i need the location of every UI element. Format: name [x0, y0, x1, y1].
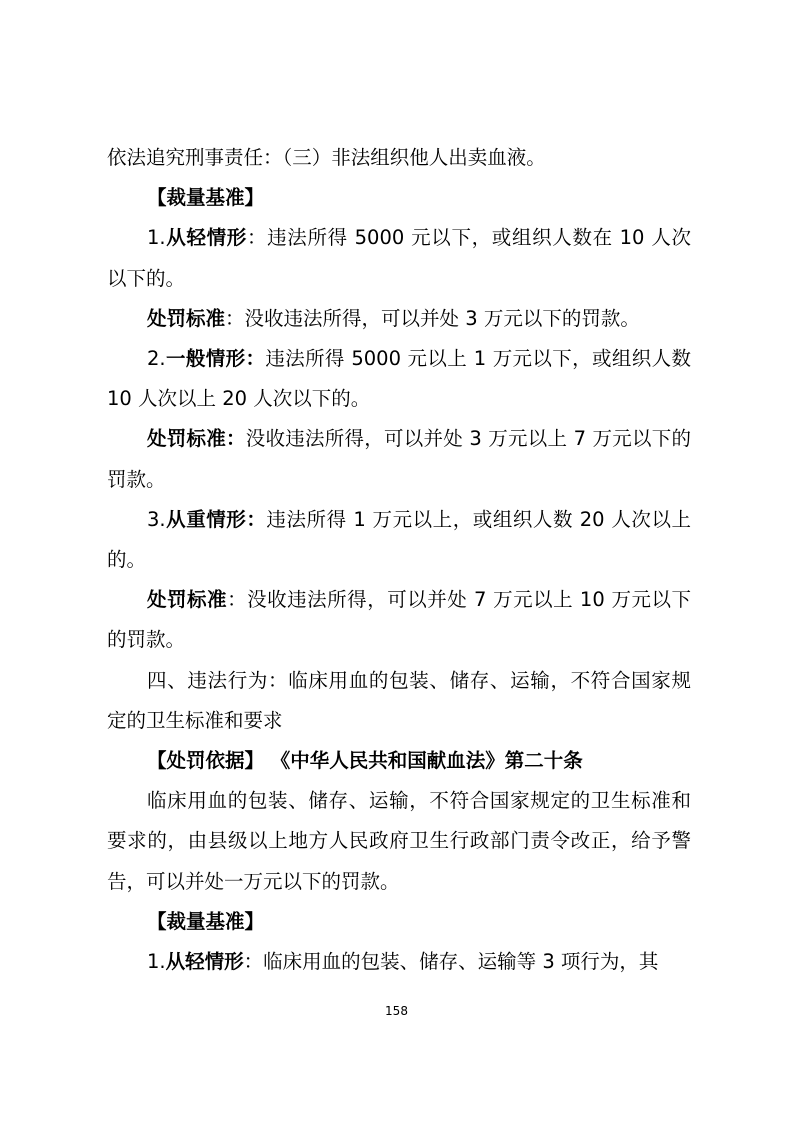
page-number: 158	[385, 1004, 408, 1018]
item-number: 1.	[147, 226, 166, 250]
item-text: ：违法所得 5000 元以下，或组织人数在 10 人次以下的。	[107, 226, 691, 290]
heading-penalty-basis	[107, 741, 691, 781]
paragraph-penalty-standard	[107, 299, 691, 339]
heading-discretion-standard	[107, 178, 691, 218]
heading-text: 【裁量基准】	[147, 186, 265, 210]
item-text: 没收违法所得，可以并处 3 万元以上 7 万元以下的罚款。	[107, 427, 691, 491]
item-label: 处罚标准	[147, 306, 226, 330]
paragraph-text: 四、违法行为：临床用血的包装、储存、运输，不符合国家规定的卫生标准和要求	[107, 668, 691, 732]
paragraph-penalty-standard	[107, 580, 691, 660]
paragraph-penalty-standard	[107, 419, 691, 499]
heading-discretion-standard	[107, 902, 691, 942]
item-number: 1.	[147, 950, 166, 974]
item-text: ：没收违法所得，可以并处 7 万元以上 10 万元以下的罚款。	[107, 588, 691, 652]
item-number: 2.	[147, 347, 166, 371]
paragraph-text: 临床用血的包装、储存、运输，不符合国家规定的卫生标准和要求的，由县级以上地方人民政府卫生行政部门责令改正，给予警告，可以并处一万元以下的罚款。	[107, 789, 691, 893]
heading-text: 【处罚依据】 《中华人民共和国献血法》第二十条	[147, 749, 583, 773]
paragraph-violation-four	[107, 661, 691, 741]
paragraph-law-article	[107, 781, 691, 902]
heading-text: 【裁量基准】	[147, 909, 265, 933]
paragraph-criminal-liability	[107, 138, 691, 178]
item-label: 从轻情形	[165, 950, 244, 974]
item-text: 违法所得 5000 元以上 1 万元以下，或组织人数 10 人次以上 20 人次以下的。	[107, 347, 691, 411]
item-text: ：没收违法所得，可以并处 3 万元以下的罚款。	[225, 306, 640, 330]
item-number: 3.	[147, 507, 166, 531]
paragraph-lenient-case	[107, 942, 691, 982]
item-text: ：临床用血的包装、储存、运输等 3 项行为，其	[243, 950, 659, 974]
item-label: 从重情形：	[165, 507, 267, 531]
paragraph-lenient-case	[107, 218, 691, 298]
item-text: 违法所得 1 万元以上，或组织人数 20 人次以上的。	[107, 507, 691, 572]
item-label: 处罚标准：	[147, 427, 246, 451]
document-body	[107, 138, 691, 982]
paragraph-text: 依法追究刑事责任：（三）非法组织他人出卖血液。	[107, 146, 546, 169]
paragraph-general-case	[107, 339, 691, 419]
item-label: 处罚标准	[147, 588, 228, 612]
item-label: 从轻情形	[165, 226, 247, 250]
paragraph-severe-case	[107, 500, 691, 580]
item-label: 一般情形：	[165, 347, 266, 371]
